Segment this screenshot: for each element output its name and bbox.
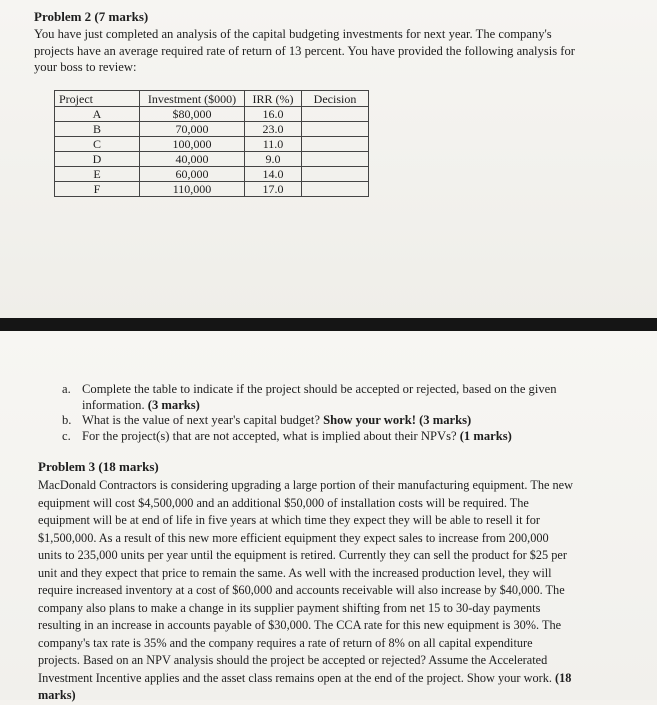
cell-project: A (55, 107, 140, 122)
problem2-questions (62, 382, 557, 444)
question-text: information. (82, 397, 145, 412)
cell-irr: 9.0 (245, 152, 302, 167)
problem3-line: $1,500,000. As a result of this new more efficient equipment they expect sales to increase from 200,000 (38, 530, 549, 545)
header-decision: Decision (302, 91, 369, 107)
cell-investment: 70,000 (140, 122, 245, 137)
cell-project: E (55, 167, 140, 182)
problem2-intro (34, 26, 575, 76)
question-marks: (1 marks) (459, 428, 512, 443)
problem3-marks: (18 (555, 670, 572, 685)
problem2-intro-line: You have just completed an analysis of the capital budgeting investments for next year. The company's (34, 27, 552, 41)
question-letter: c. (62, 428, 71, 443)
cell-decision (302, 182, 369, 197)
cell-irr: 14.0 (245, 167, 302, 182)
problem3-line: resulting in an increase in accounts payable of $30,000. The CCA rate for this new equipment is 30%. The (38, 618, 562, 632)
problem3-line: require increased inventory at a cost of $60,000 and accounts receivable will also increase by $40,000. The (38, 583, 565, 597)
page-divider-bar (0, 318, 657, 331)
table-row (55, 137, 369, 152)
problem3-line: equipment will be at end of life in five years at which time they expect they will be able to resell it for (38, 513, 540, 527)
header-investment: Investment ($000) (140, 91, 245, 107)
problem3-line: MacDonald Contractors is considering upgrading a large portion of their manufacturing equipment. The new (38, 478, 573, 492)
cell-investment: 110,000 (140, 182, 245, 197)
question-a-continued (62, 398, 557, 414)
problem2-intro-line: projects have an average required rate of return of 13 percent. You have provided the following analysis for (34, 43, 575, 58)
problem3-line: units to 235,000 units per year until the equipment is retired. Currently they can sell the product for $25 per (38, 548, 567, 562)
capital-budget-table (54, 90, 369, 197)
question-text: Complete the table to indicate if the project should be accepted or rejected, based on the given (82, 382, 557, 396)
question-marks: Show your work! (3 marks) (323, 413, 472, 427)
table-row (55, 182, 369, 197)
cell-irr: 11.0 (245, 137, 302, 152)
question-letter: b. (62, 413, 72, 427)
question-b (62, 413, 557, 429)
cell-decision (302, 122, 369, 137)
cell-decision (302, 107, 369, 122)
cell-investment: 40,000 (140, 152, 245, 167)
problem3-marks: marks) (38, 688, 76, 702)
problem3-body (38, 477, 573, 705)
question-a (62, 382, 557, 398)
problem3-line: projects. Based on an NPV analysis should the project be accepted or rejected? Assume the Accelerated (38, 653, 548, 667)
cell-irr: 23.0 (245, 122, 302, 137)
table-row (55, 152, 369, 167)
cell-irr: 17.0 (245, 182, 302, 197)
cell-project: F (55, 182, 140, 197)
problem3-line (38, 687, 573, 705)
question-text: What is the value of next year's capital budget? (82, 413, 320, 427)
cell-decision (302, 137, 369, 152)
cell-investment: 100,000 (140, 137, 245, 152)
cell-project: C (55, 137, 140, 152)
cell-decision (302, 167, 369, 182)
table-row (55, 122, 369, 137)
question-marks: (3 marks) (147, 397, 200, 412)
problem3-line: company also plans to make a change in its supplier payment shifting from net 15 to 30-day payments (38, 600, 541, 615)
table-header-row (55, 91, 369, 107)
problem3-line: company's tax rate is 35% and the company requires a rate of return of 8% on all capital expenditure (38, 635, 533, 650)
problem3-line: unit and they expect that price to remain the same. As well with the increased production level, they will (38, 565, 552, 580)
question-c (62, 429, 557, 445)
problem2-title: Problem 2 (7 marks) (34, 9, 149, 24)
problem3-line: equipment will cost $4,500,000 and an additional $50,000 of installation costs will be required. The (38, 495, 529, 510)
table-row (55, 107, 369, 122)
cell-irr: 16.0 (245, 107, 302, 122)
cell-project: D (55, 152, 140, 167)
problem2-intro-line: your boss to review: (34, 60, 137, 74)
question-text: For the project(s) that are not accepted, what is implied about their NPVs? (82, 428, 457, 443)
problem3-title: Problem 3 (18 marks) (38, 459, 159, 474)
header-irr: IRR (%) (245, 91, 302, 107)
problem3-line-text: Investment Incentive applies and the asset class remains open at the end of the project. Show your work. (38, 670, 552, 685)
cell-decision (302, 152, 369, 167)
question-letter: a. (62, 382, 71, 396)
table-row (55, 167, 369, 182)
cell-investment: 60,000 (140, 167, 245, 182)
cell-investment: $80,000 (140, 107, 245, 122)
problem3-line (38, 670, 573, 688)
cell-project: B (55, 122, 140, 137)
header-project: Project (55, 91, 140, 107)
